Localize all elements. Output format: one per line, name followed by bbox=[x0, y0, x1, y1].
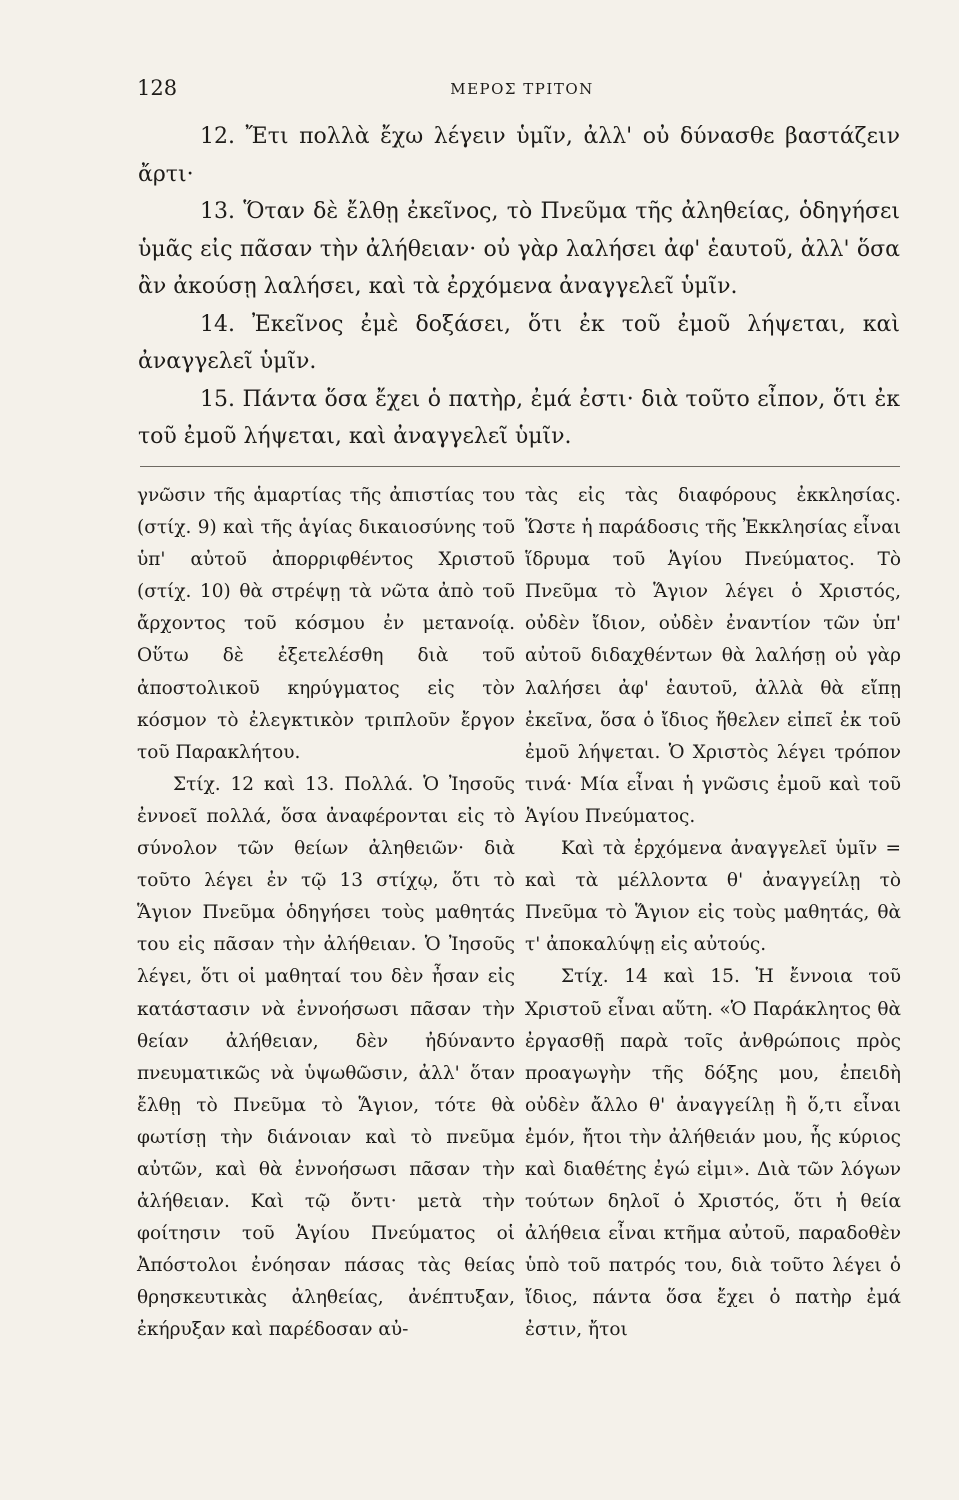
page-number: 128 bbox=[137, 76, 178, 100]
running-head: ΜΕΡΟΣ ΤΡΙΤΟΝ bbox=[450, 80, 594, 98]
commentary-paragraph: τὰς εἰς τὰς διαφόρους ἐκκλησίας. Ὥστε ἡ παράδοσις τῆς Ἐκκλησίας εἶναι ἵδρυμα τοῦ Ἁγίου Πνεύματος. Τὸ Πνεῦμα τὸ Ἅγιον λέγει ὁ Χριστός, οὐδὲν ἴδιον, οὐδὲν ἐναντίον τῶν ὑπ' αὐτοῦ διδαχθέντων θὰ λαλήσῃ οὐ γὰρ λαλήσει ἀφ' ἑαυτοῦ, ἀλλὰ θὰ εἴπῃ ἐκεῖνα, ὅσα ὁ ἴδιος ἤθελεν εἰπεῖ ἐκ τοῦ ἐμοῦ λήψεται. Ὁ Χριστὸς λέγει τρόπον τινά· Μία εἶναι ἡ γνῶσις ἐμοῦ καὶ τοῦ Ἁγίου Πνεύματος. bbox=[525, 485, 901, 827]
section-divider bbox=[140, 466, 900, 467]
commentary-left-column bbox=[137, 480, 515, 1347]
verse-13: 13. Ὅταν δὲ ἔλθῃ ἐκεῖνος, τὸ Πνεῦμα τῆς ἀληθείας, ὁδηγήσει ὑμᾶς εἰς πᾶσαν τὴν ἀλήθειαν· οὐ γὰρ λαλήσει ἀφ' ἑαυτοῦ, ἀλλ' ὅσα ἂν ἀκούσῃ λαλήσει, καὶ τὰ ἐρχόμενα ἀναγγελεῖ ὑμῖν. bbox=[138, 199, 900, 299]
scripture-text bbox=[138, 118, 900, 456]
page-header bbox=[137, 76, 907, 106]
verse-12: 12. Ἔτι πολλὰ ἔχω λέγειν ὑμῖν, ἀλλ' οὐ δύνασθε βαστάζειν ἄρτι· bbox=[138, 124, 900, 187]
verse-15: 15. Πάντα ὅσα ἔχει ὁ πατὴρ, ἐμά ἐστι· διὰ τοῦτο εἶπον, ὅτι ἐκ τοῦ ἐμοῦ λήψεται, καὶ ἀναγγελεῖ ὑμῖν. bbox=[138, 386, 900, 449]
commentary-paragraph: Στίχ. 14 καὶ 15. Ἡ ἔννοια τοῦ Χριστοῦ εἶναι αὕτη. «Ὁ Παράκλητος θὰ ἐργασθῇ παρὰ τοῖς ἀνθρώποις πρὸς προαγωγὴν τῆς δόξης μου, ἐπειδὴ οὐδὲν ἄλλο θ' ἀναγγείλῃ ἢ ὅ,τι εἶναι ἐμόν, ἤτοι τὴν ἀλήθειάν μου, ἧς κύριος καὶ διαθέτης ἐγώ εἰμι». Διὰ τῶν λόγων τούτων δηλοῖ ὁ Χριστός, ὅτι ἡ θεία ἀλήθεια εἶναι κτῆμα αὐτοῦ, παραδοθὲν ὑπὸ τοῦ πατρός του, διὰ τοῦτο λέγει ὁ ἴδιος, πάντα ὅσα ἔχει ὁ πατὴρ ἐμά ἐστιν, ἤτοι bbox=[525, 966, 901, 1341]
verse-14: 14. Ἐκεῖνος ἐμὲ δοξάσει, ὅτι ἐκ τοῦ ἐμοῦ λήψεται, καὶ ἀναγγελεῖ ὑμῖν. bbox=[138, 311, 900, 374]
commentary-paragraph: Στίχ. 12 καὶ 13. Πολλά. Ὁ Ἰησοῦς ἐννοεῖ πολλά, ὅσα ἀναφέρονται εἰς τὸ σύνολον τῶν θείων ἀληθειῶν· διὰ τοῦτο λέγει ἐν τῷ 13 στίχῳ, ὅτι τὸ Ἅγιον Πνεῦμα ὁδηγήσει τοὺς μαθητάς του εἰς πᾶσαν τὴν ἀλήθειαν. Ὁ Ἰησοῦς λέγει, ὅτι οἱ μαθηταί του δὲν ἦσαν εἰς κατάστασιν νὰ ἐννοήσωσι πᾶσαν τὴν θείαν ἀλήθειαν, δὲν ἠδύναντο πνευματικῶς νὰ ὑψωθῶσιν, ἀλλ' ὅταν ἔλθῃ τὸ Πνεῦμα τὸ Ἅγιον, τότε θὰ φωτίσῃ τὴν διάνοιαν καὶ τὸ πνεῦμα αὐτῶν, καὶ θὰ ἐννοήσωσι πᾶσαν τὴν ἀλήθειαν. Καὶ τῷ ὄντι· μετὰ τὴν φοίτησιν τοῦ Ἁγίου Πνεύματος οἱ Ἀπόστολοι ἐνόησαν πάσας τὰς θείας θρησκευτικὰς ἀληθείας, ἀνέπτυξαν, ἐκήρυξαν καὶ παρέδοσαν αὐ- bbox=[137, 773, 515, 1341]
commentary-right-column bbox=[525, 480, 901, 1347]
commentary-paragraph: γνῶσιν τῆς ἁμαρτίας τῆς ἀπιστίας του (στίχ. 9) καὶ τῆς ἁγίας δικαιοσύνης τοῦ ὑπ' αὐτοῦ ἀπορριφθέντος Χριστοῦ (στίχ. 10) θὰ στρέψῃ τὰ νῶτα ἀπὸ τοῦ ἄρχοντος τοῦ κόσμου ἐν μετανοίᾳ. Οὕτω δὲ ἐξετελέσθη διὰ τοῦ ἀποστολικοῦ κηρύγματος εἰς τὸν κόσμον τὸ ἐλεγκτικὸν τριπλοῦν ἔργον τοῦ Παρακλήτου. bbox=[137, 485, 515, 763]
commentary-paragraph: Καὶ τὰ ἐρχόμενα ἀναγγελεῖ ὑμῖν = καὶ τὰ μέλλοντα θ' ἀναγγείλῃ τὸ Πνεῦμα τὸ Ἅγιον εἰς τοὺς μαθητάς, θὰ τ' ἀποκαλύψῃ εἰς αὐτούς. bbox=[525, 838, 901, 956]
